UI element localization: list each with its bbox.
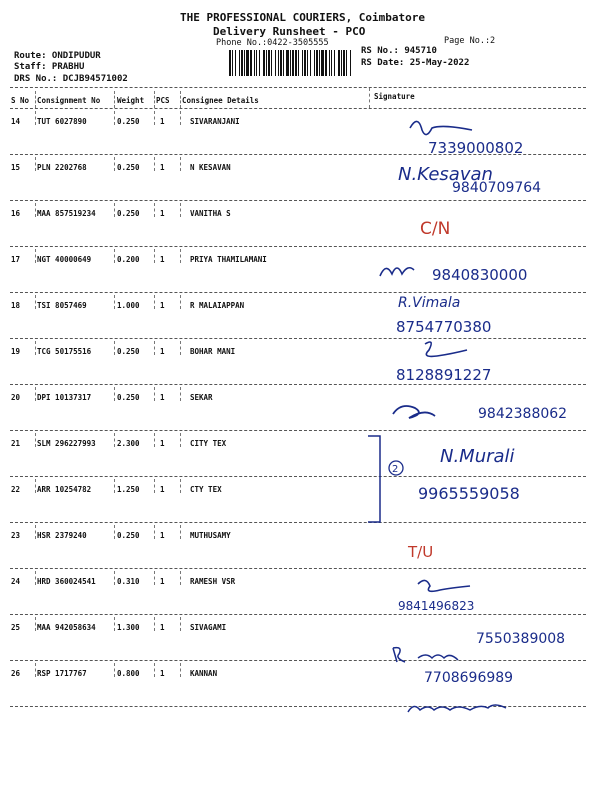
row-consignment: MAA 857519234 xyxy=(37,209,96,218)
col-signature: Signature xyxy=(374,92,415,101)
row-sno: 21 xyxy=(11,439,21,448)
handwritten-name: N.Kesavan xyxy=(398,164,493,185)
row-pcs: 1 xyxy=(160,255,165,264)
row-weight: 0.310 xyxy=(117,577,140,586)
handwritten-phone: 9840709764 xyxy=(452,180,542,196)
handwritten-phone: 7550389008 xyxy=(476,631,566,647)
row-sno: 19 xyxy=(11,347,21,356)
row-sno: 16 xyxy=(11,209,21,218)
row-consignment: HSR 2379240 xyxy=(37,531,87,540)
handwritten-phone: 7708696989 xyxy=(424,670,514,686)
row-pcs: 1 xyxy=(160,577,165,586)
row-consignee: SEKAR xyxy=(190,393,213,402)
row-weight: 0.250 xyxy=(117,531,140,540)
signature-scribble xyxy=(393,406,435,418)
row-consignee: VANITHA S xyxy=(190,209,231,218)
row-weight: 0.250 xyxy=(117,393,140,402)
row-pcs: 1 xyxy=(160,531,165,540)
row-pcs: 1 xyxy=(160,393,165,402)
row-pcs: 1 xyxy=(160,439,165,448)
row-sno: 15 xyxy=(11,163,21,172)
row-weight: 2.300 xyxy=(117,439,140,448)
row-sno: 20 xyxy=(11,393,21,402)
row-sno: 17 xyxy=(11,255,21,264)
row-sno: 26 xyxy=(11,669,21,678)
row-consignee: MUTHUSAMY xyxy=(190,531,231,540)
row-pcs: 1 xyxy=(160,623,165,632)
row-consignee: R MALAIAPPAN xyxy=(190,301,245,310)
col-pcs: PCS xyxy=(156,96,170,105)
page-number: Page No.:2 xyxy=(444,36,496,46)
row-consignee: KANNAN xyxy=(190,669,218,678)
row-consignee: SIVAGAMI xyxy=(190,623,227,632)
handwritten-phone: 9840830000 xyxy=(432,266,528,284)
row-consignee: CTY TEX xyxy=(190,485,222,494)
col-weight: Weight xyxy=(117,96,145,105)
staff: Staff: PRABHU xyxy=(14,62,85,72)
row-sno: 24 xyxy=(11,577,21,586)
row-pcs: 1 xyxy=(160,485,165,494)
row-pcs: 1 xyxy=(160,209,165,218)
col-sno: S No xyxy=(11,96,30,105)
row-consignment: TUT 6027890 xyxy=(37,117,87,126)
row-consignee: RAMESH VSR xyxy=(190,577,236,586)
handwritten-phone: 9842388062 xyxy=(478,406,568,422)
row-pcs: 1 xyxy=(160,301,165,310)
handwritten-phone: 9841496823 xyxy=(398,599,475,613)
row-consignment: RSP 1717767 xyxy=(37,669,87,678)
row-consignee: PRIYA THAMILAMANI xyxy=(190,255,267,264)
row-weight: 1.250 xyxy=(117,485,140,494)
row-weight: 0.800 xyxy=(117,669,140,678)
row-weight: 0.250 xyxy=(117,117,140,126)
handwritten-note: T/U xyxy=(408,543,434,561)
signature-scribble xyxy=(410,121,472,134)
row-weight: 0.250 xyxy=(117,209,140,218)
row-sno: 14 xyxy=(11,117,21,126)
row-sno: 22 xyxy=(11,485,21,494)
col-consignment: Consignment No xyxy=(37,96,101,105)
row-consignment: TCG 50175516 xyxy=(37,347,92,356)
col-consignee: Consignee Details xyxy=(182,96,259,105)
row-sno: 23 xyxy=(11,531,21,540)
phone-number: Phone No.:0422-3505555 xyxy=(216,38,329,48)
row-consignee: CITY TEX xyxy=(190,439,227,448)
handwritten-name: N.Murali xyxy=(440,446,515,467)
row-consignment: ARR 10254782 xyxy=(37,485,92,494)
handwritten-phone: 8754770380 xyxy=(396,318,492,336)
row-pcs: 1 xyxy=(160,669,165,678)
signature-scribble xyxy=(393,648,458,662)
row-weight: 1.300 xyxy=(117,623,140,632)
signature-scribble xyxy=(408,705,506,712)
company-title: THE PROFESSIONAL COURIERS, Coimbatore xyxy=(180,11,426,24)
handwritten-phone: 8128891227 xyxy=(396,366,492,384)
handwritten-phone: 9965559058 xyxy=(418,484,520,503)
row-weight: 0.250 xyxy=(117,163,140,172)
handwritten-note: C/N xyxy=(420,219,451,239)
row-sno: 25 xyxy=(11,623,21,632)
row-consignment: PLN 2202768 xyxy=(37,163,87,172)
row-consignment: NGT 40000649 xyxy=(37,255,92,264)
row-pcs: 1 xyxy=(160,163,165,172)
row-consignment: SLM 296227993 xyxy=(37,439,96,448)
signature-scribble xyxy=(425,342,467,356)
row-consignment: HRD 360024541 xyxy=(37,577,96,586)
rs-number: RS No.: 945710 xyxy=(361,46,437,56)
row-consignee: SIVARANJANI xyxy=(190,117,240,126)
route: Route: ONDIPUDUR xyxy=(14,51,101,61)
handwritten-name: R.Vimala xyxy=(398,295,461,311)
bracket-mark xyxy=(368,436,380,522)
row-consignment: TSI 8057469 xyxy=(37,301,87,310)
row-pcs: 1 xyxy=(160,117,165,126)
signature-scribble xyxy=(418,580,470,591)
row-weight: 0.250 xyxy=(117,347,140,356)
signature-scribble xyxy=(380,268,414,276)
row-consignment: MAA 942058634 xyxy=(37,623,96,632)
row-sno: 18 xyxy=(11,301,21,310)
row-weight: 0.200 xyxy=(117,255,140,264)
row-weight: 1.000 xyxy=(117,301,140,310)
row-consignee: BOHAR MANI xyxy=(190,347,236,356)
rs-date: RS Date: 25-May-2022 xyxy=(361,58,470,68)
sheet-title: Delivery Runsheet - PCO xyxy=(213,25,366,38)
handwritten-count: 2 xyxy=(392,464,399,475)
row-consignee: N KESAVAN xyxy=(190,163,231,172)
row-consignment: DPI 10137317 xyxy=(37,393,92,402)
row-pcs: 1 xyxy=(160,347,165,356)
drs-number: DRS No.: DCJB94571002 xyxy=(14,74,128,84)
handwritten-phone: 7339000802 xyxy=(428,139,524,157)
